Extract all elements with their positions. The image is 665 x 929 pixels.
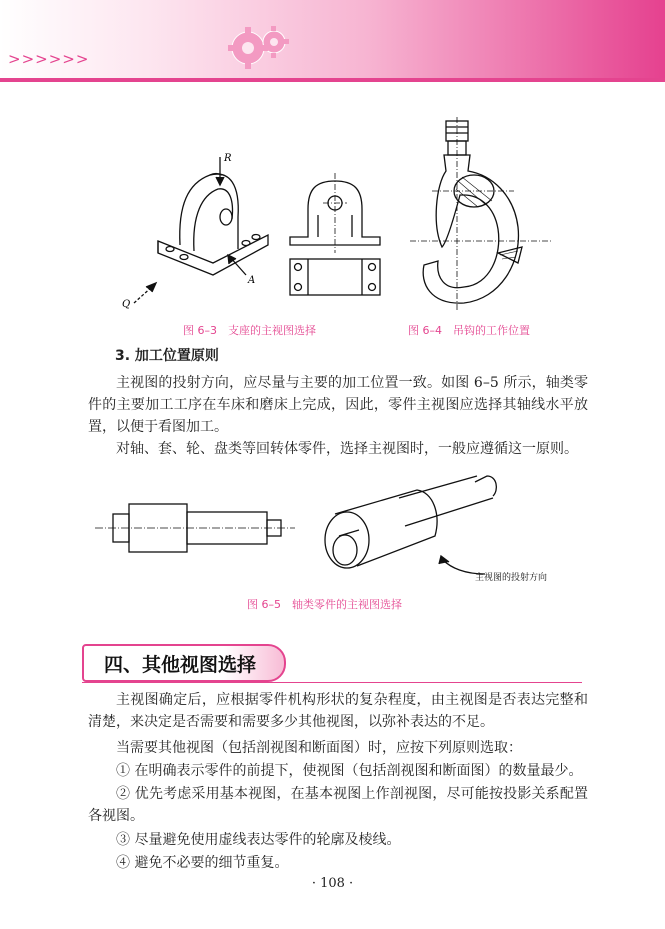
page-header-band [0,0,665,82]
paragraph-2: 对轴、套、轮、盘类等回转体零件，选择主视图时，一般应遵循这一原则。 [116,441,578,457]
rule-1: ① 在明确表示零件的前提下，使视图（包括剖视图和断面图）的数量最少。 [116,763,583,779]
label-q: Q [122,299,131,310]
section-4-rule [82,682,582,683]
rule-2: ② 优先考虑采用基本视图，在基本视图上作剖视图，尽可能按投影关系配置各视图。 [88,786,588,824]
paragraph-3: 主视图确定后，应根据零件机构形状的复杂程度，由主视图是否表达完整和清楚，来决定是否需要和需要多少其他视图，以弥补表达的不足。 [88,692,588,730]
figure-6-5-shaft [95,470,575,590]
header-rule [0,78,665,82]
figure-6-4-caption: 图 6–4 吊钩的工作位置 [408,324,530,337]
paragraph-4: 当需要其他视图（包括剖视图和断面图）时，应按下列原则选取： [116,740,522,756]
label-a: A [248,275,256,286]
rule-4: ④ 避免不必要的细节重复。 [116,855,289,871]
projection-direction-label: 主视图的投射方向 [475,573,548,583]
section-4-banner [82,644,286,682]
figure-6-3-caption: 图 6–3 支座的主视图选择 [183,324,316,337]
label-r: R [224,153,232,164]
figure-6-5-caption: 图 6–5 轴类零件的主视图选择 [247,598,402,611]
page-number: · 108 · [311,876,354,891]
paragraph-1: 主视图的投射方向，应尽量与主要的加工位置一致。如图 6–5 所示，轴类零件的主要加工工序在车床和磨床上完成，因此，零件主视图应选择其轴线水平放置，以便于看图加工。 [88,375,588,435]
figure-6-3-support [118,145,398,315]
section-4-title: 四、其他视图选择 [104,654,257,676]
figure-6-4-hook [402,115,562,315]
section-3-heading: 3. 加工位置原则 [115,348,219,364]
rule-3: ③ 尽量避免使用虚线表达零件的轮廓及棱线。 [116,832,401,848]
gear-icon [226,22,296,72]
chevron-decoration: >>>>>> [8,50,90,68]
